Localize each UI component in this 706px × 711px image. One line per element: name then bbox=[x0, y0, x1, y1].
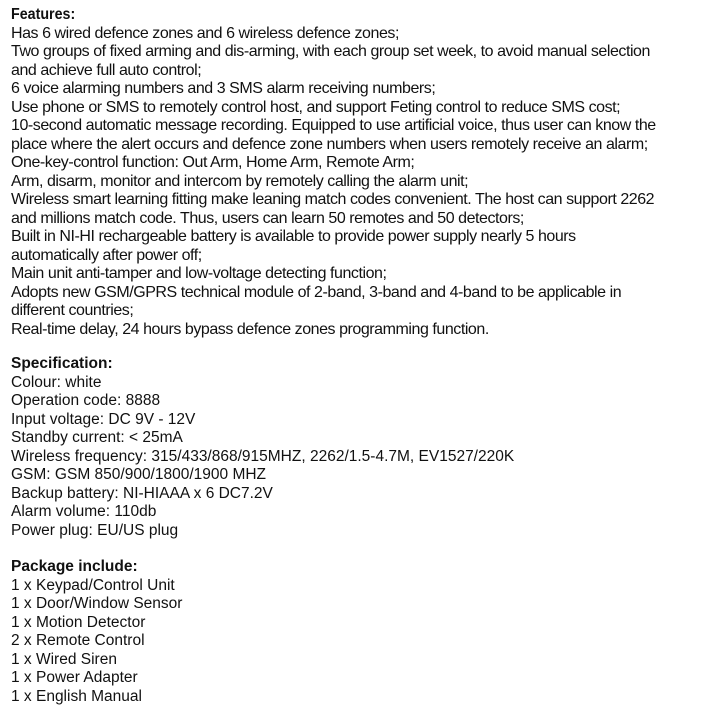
feature-line: Wireless smart learning fitting make leaning match codes convenient. The host can support 2262 bbox=[11, 191, 655, 208]
spec-line: Colour: white bbox=[11, 373, 102, 391]
feature-line: Use phone or SMS to remotely control host, and support Feting control to reduce SMS cost; bbox=[11, 98, 621, 116]
feature-line: One-key-control function: Out Arm, Home Arm, Remote Arm; bbox=[11, 154, 415, 171]
feature-line: Main unit anti-tamper and low-voltage detecting function; bbox=[11, 265, 387, 282]
package-item: 1 x Motion Detector bbox=[11, 613, 146, 631]
spec-line: Input voltage: DC 9V - 12V bbox=[11, 410, 196, 428]
package-section bbox=[11, 558, 706, 706]
feature-line: Real-time delay, 24 hours bypass defence zones programming function. bbox=[11, 320, 489, 338]
feature-line: Adopts new GSM/GPRS technical module of 2-band, 3-band and 4-band to be applicable in bbox=[11, 283, 622, 301]
specification-section bbox=[11, 355, 706, 540]
features-heading: Features: bbox=[11, 6, 76, 23]
feature-line: 6 voice alarming numbers and 3 SMS alarm receiving numbers; bbox=[11, 80, 436, 97]
spec-line: GSM: GSM 850/900/1800/1900 MHZ bbox=[11, 466, 267, 483]
package-item: 1 x Wired Siren bbox=[11, 650, 117, 668]
feature-line: Has 6 wired defence zones and 6 wireless defence zones; bbox=[11, 24, 399, 42]
feature-line: different countries; bbox=[11, 302, 134, 319]
package-item: 2 x Remote Control bbox=[11, 632, 145, 649]
features-section bbox=[11, 6, 706, 339]
spec-line: Power plug: EU/US plug bbox=[11, 521, 179, 539]
feature-line: and millions match code. Thus, users can learn 50 remotes and 50 detectors; bbox=[11, 209, 524, 227]
specification-heading: Specification: bbox=[11, 355, 113, 372]
spec-line: Operation code: 8888 bbox=[11, 392, 161, 409]
spec-line: Alarm volume: 110db bbox=[11, 503, 157, 520]
spec-line: Standby current: < 25mA bbox=[11, 429, 183, 446]
spec-line: Wireless frequency: 315/433/868/915MHZ, 2262/1.5-4.7M, EV1527/220K bbox=[11, 447, 515, 465]
package-item: 1 x Door/Window Sensor bbox=[11, 595, 183, 612]
feature-line: place where the alert occurs and defence zone numbers when users remotely receive an alarm; bbox=[11, 135, 648, 153]
package-item: 1 x Power Adapter bbox=[11, 669, 138, 686]
feature-line: automatically after power off; bbox=[11, 246, 202, 264]
package-heading: Package include: bbox=[11, 558, 138, 575]
package-item: 1 x English Manual bbox=[11, 687, 142, 705]
feature-line: Built in NI-HI rechargeable battery is available to provide power supply nearly 5 hours bbox=[11, 228, 576, 245]
spec-line: Backup battery: NI-HIAAA x 6 DC7.2V bbox=[11, 484, 273, 502]
feature-line: Two groups of fixed arming and dis-arming, with each group set week, to avoid manual selection bbox=[11, 43, 650, 60]
package-item: 1 x Keypad/Control Unit bbox=[11, 576, 175, 594]
feature-line: and achieve full auto control; bbox=[11, 61, 202, 79]
feature-line: 10-second automatic message recording. Equipped to use artificial voice, thus user can know the bbox=[11, 117, 656, 134]
feature-line: Arm, disarm, monitor and intercom by remotely calling the alarm unit; bbox=[11, 172, 469, 190]
